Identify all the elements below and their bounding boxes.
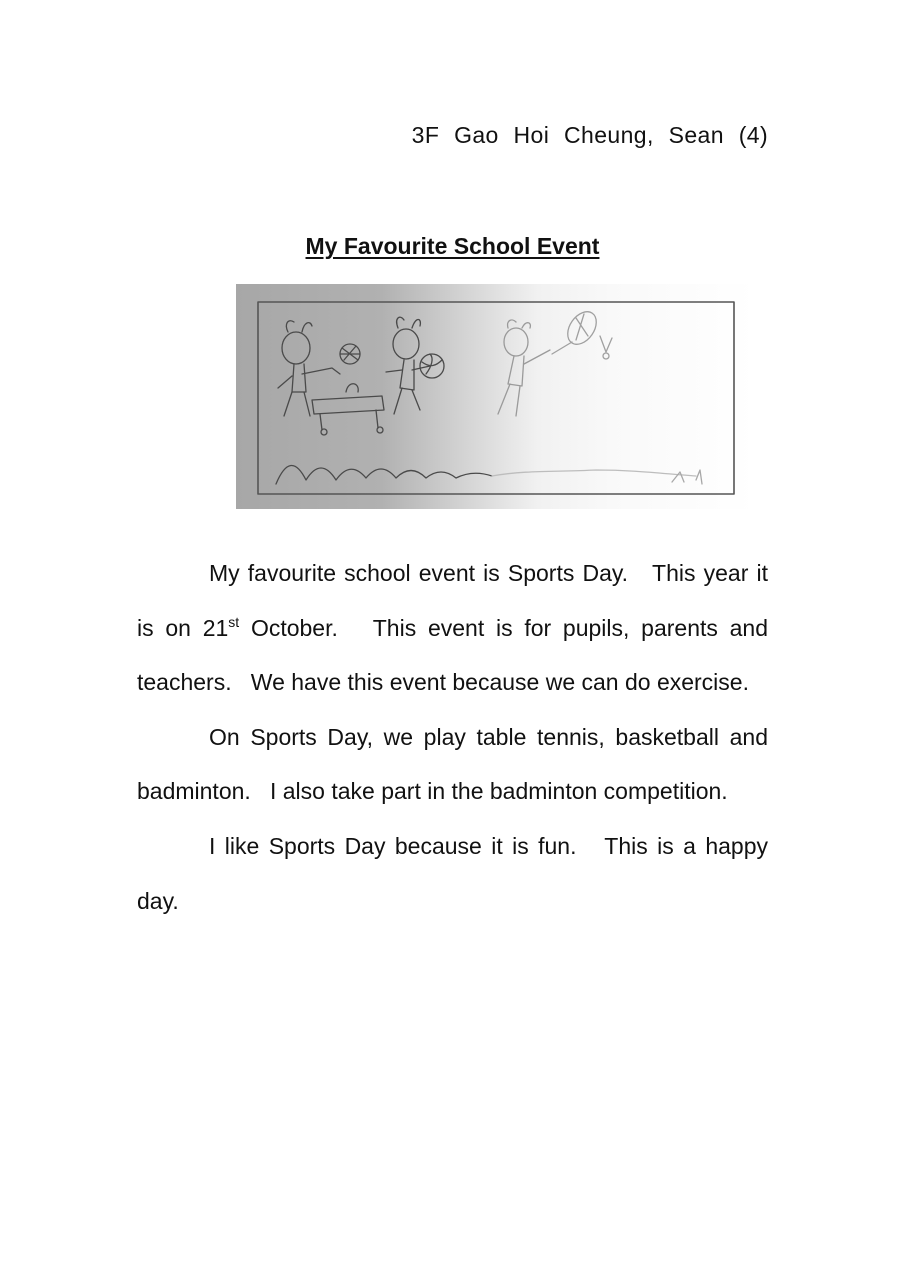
- essay-paragraph-2: [137, 710, 768, 819]
- badminton-racket: [552, 306, 602, 354]
- sentence: This event is for pupils, parents and teachers.: [137, 614, 769, 696]
- sentence-end: October.: [239, 614, 338, 641]
- sentence: I also take part in the badminton competition.: [269, 778, 728, 805]
- child-figure-1: [278, 321, 340, 416]
- sentence: We have this event because we can do exercise.: [250, 669, 749, 696]
- ground-line-faint: [492, 470, 696, 476]
- ordinal-suffix: st: [228, 613, 240, 630]
- basketball-1: [420, 354, 444, 378]
- ping-pong-table: [312, 384, 384, 435]
- child-figure-3: [498, 320, 550, 416]
- essay-paragraph-1: [137, 546, 768, 710]
- shuttlecock: [600, 336, 612, 359]
- page-title: My Favourite School Event: [305, 233, 600, 259]
- author-line: 3F Gao Hoi Cheung, Sean (4): [411, 122, 768, 148]
- sentence: This year it is on 21: [137, 560, 768, 641]
- sentence: This is a happy day.: [137, 832, 768, 914]
- drawing-frame: [258, 302, 734, 494]
- sports-day-drawing: [236, 284, 756, 509]
- child-figure-2: [386, 317, 430, 414]
- sentence: On Sports Day, we play table tennis, basketball and badminton.: [137, 723, 768, 805]
- sentence: I like Sports Day because it is fun.: [209, 832, 577, 859]
- essay-paragraph-3: [137, 819, 768, 928]
- drawing-sketch: [236, 284, 756, 509]
- scribble-marks: [672, 470, 702, 484]
- ground-line: [276, 465, 492, 484]
- paddle-1: [340, 344, 360, 364]
- essay-body: [137, 546, 768, 928]
- sentence: My favourite school event is Sports Day.: [209, 560, 629, 586]
